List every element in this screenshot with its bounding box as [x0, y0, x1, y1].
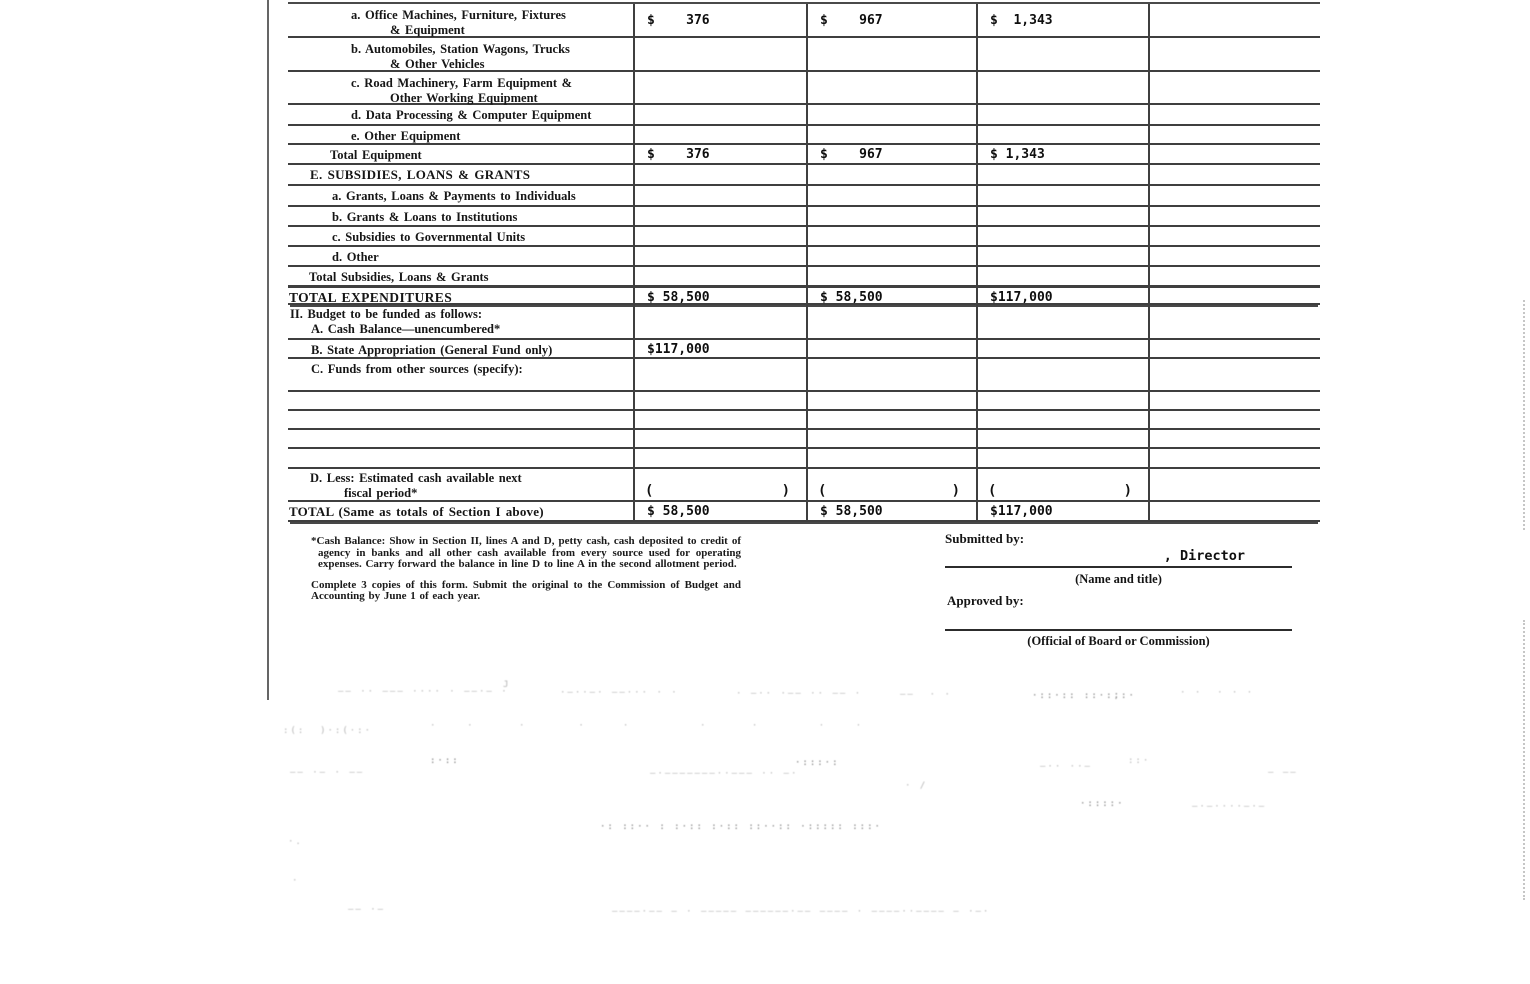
value-cell	[976, 247, 1148, 265]
bleed-mark: · /	[905, 781, 928, 791]
bleed-mark: ·: ::·· : :·:: :·:: ::··:: ·::::: :::·	[600, 822, 882, 832]
bleed-mark: ·.	[288, 837, 303, 847]
value-cell	[806, 469, 976, 500]
value-cell	[806, 449, 976, 467]
value-cell	[806, 4, 976, 36]
open-paren: (	[988, 483, 997, 499]
table-row	[288, 392, 1320, 411]
approved-signature-line	[945, 629, 1292, 631]
value-cell	[633, 72, 806, 103]
value-cell	[806, 207, 976, 225]
submitted-signature-line	[945, 566, 1292, 568]
table-row	[288, 340, 1320, 359]
row-label	[288, 430, 633, 447]
value-cell	[1148, 340, 1320, 357]
typed-amount: $ 1,343	[990, 13, 1053, 28]
value-cell	[633, 267, 806, 285]
value-cell	[633, 38, 806, 70]
value-cell	[633, 392, 806, 409]
value-cell	[1148, 227, 1320, 245]
value-cell	[806, 340, 976, 357]
row-label: c. Road Machinery, Farm Equipment & Other Working Equipment	[351, 76, 573, 105]
value-cell	[1148, 392, 1320, 409]
value-cell	[633, 227, 806, 245]
value-cell	[976, 267, 1148, 285]
value-cell	[976, 207, 1148, 225]
value-cell	[1148, 126, 1320, 143]
row-label	[288, 449, 633, 467]
value-cell	[1148, 72, 1320, 103]
value-cell	[806, 227, 976, 245]
value-cell	[1148, 247, 1320, 265]
value-cell	[1148, 305, 1320, 338]
row-label: II. Budget to be funded as follows: A. Cash Balance—unencumbered*	[290, 307, 501, 336]
table-row	[288, 126, 1320, 145]
bleed-mark: —— · ·	[900, 690, 952, 700]
value-cell	[976, 186, 1148, 205]
typed-amount: $ 1,343	[990, 147, 1045, 162]
bleed-mark: —— ·—	[348, 905, 386, 915]
value-cell	[633, 105, 806, 124]
typed-amount: $ 58,500	[647, 504, 710, 519]
typed-amount: $ 58,500	[820, 504, 883, 519]
footnotes	[311, 536, 741, 603]
value-cell	[633, 340, 806, 357]
close-paren: )	[1123, 483, 1132, 499]
value-cell	[633, 502, 806, 520]
value-cell	[806, 165, 976, 184]
table-row	[288, 247, 1320, 267]
value-cell	[633, 165, 806, 184]
value-cell	[633, 359, 806, 390]
bleed-mark: J	[503, 680, 511, 690]
value-cell	[633, 186, 806, 205]
value-cell	[806, 186, 976, 205]
value-cell	[806, 145, 976, 163]
page-edge-dots	[1523, 300, 1525, 530]
row-label: Total Equipment	[330, 148, 422, 162]
table-row	[288, 305, 1320, 340]
value-cell	[806, 247, 976, 265]
name-title-caption: (Name and title)	[1075, 572, 1162, 586]
row-label: Total Subsidies, Loans & Grants	[309, 270, 489, 284]
close-paren: )	[951, 483, 960, 499]
value-cell	[806, 72, 976, 103]
row-label: c. Subsidies to Governmental Units	[332, 230, 526, 244]
value-cell	[1148, 359, 1320, 390]
value-cell	[976, 288, 1148, 303]
value-cell	[976, 469, 1148, 500]
value-cell	[806, 126, 976, 143]
row-label: B. State Appropriation (General Fund only)	[311, 343, 553, 357]
value-cell	[633, 145, 806, 163]
table-row	[288, 287, 1320, 305]
value-cell	[976, 449, 1148, 467]
bleed-mark: —·———————··——— ·· —·	[650, 769, 799, 779]
table-row	[288, 469, 1320, 502]
table-row	[288, 411, 1320, 430]
value-cell	[633, 126, 806, 143]
value-cell	[633, 305, 806, 338]
typed-amount: $117,000	[990, 504, 1053, 519]
value-cell	[976, 126, 1148, 143]
row-label: C. Funds from other sources (specify):	[311, 362, 523, 376]
row-label: a. Office Machines, Furniture, Fixtures & Equipment	[351, 8, 566, 37]
director-typed-entry: , Director	[1163, 548, 1245, 564]
table-row	[288, 267, 1320, 287]
table-row	[288, 38, 1320, 72]
value-cell	[976, 38, 1148, 70]
page-fold-line	[267, 0, 269, 700]
value-cell	[976, 392, 1148, 409]
table-row	[288, 430, 1320, 449]
value-cell	[1148, 449, 1320, 467]
value-cell	[976, 340, 1148, 357]
table-row	[288, 207, 1320, 227]
bleed-mark: :·::	[430, 756, 460, 766]
bleed-mark: · · · · ·	[430, 721, 631, 731]
table-row	[288, 145, 1320, 165]
bleed-mark: ·::·:: ::·:;:·	[1032, 691, 1136, 701]
bleed-mark: —— ·· ——— ···· · ——·— ·	[338, 687, 509, 697]
row-label: TOTAL EXPENDITURES	[289, 290, 453, 305]
typed-amount: $117,000	[647, 342, 710, 357]
value-cell	[976, 305, 1148, 338]
value-cell	[633, 247, 806, 265]
value-cell	[806, 411, 976, 428]
typed-amount: $ 967	[820, 147, 883, 162]
table-row	[288, 72, 1320, 105]
table-row	[288, 4, 1320, 38]
value-cell	[633, 430, 806, 447]
allotment-table	[288, 2, 1320, 522]
value-cell	[806, 359, 976, 390]
approved-by-label: Approved by:	[947, 593, 1024, 608]
row-label: TOTAL (Same as totals of Section I above)	[289, 504, 544, 519]
close-paren: )	[781, 483, 790, 499]
value-cell	[976, 72, 1148, 103]
value-cell	[976, 165, 1148, 184]
value-cell	[633, 288, 806, 303]
value-cell	[976, 105, 1148, 124]
official-caption: (Official of Board or Commission)	[1027, 634, 1210, 648]
typed-amount: $ 58,500	[820, 290, 883, 305]
row-label	[288, 392, 633, 409]
value-cell	[1148, 267, 1320, 285]
typed-amount: $117,000	[990, 290, 1053, 305]
typed-amount: $ 376	[647, 13, 710, 28]
value-cell	[806, 305, 976, 338]
table-row	[288, 359, 1320, 392]
table-row	[288, 105, 1320, 126]
submitted-by-label: Submitted by:	[945, 531, 1025, 546]
typed-amount: $ 967	[820, 13, 883, 28]
bleed-mark: —·· ··—	[1040, 762, 1092, 772]
value-cell	[976, 145, 1148, 163]
bleed-mark: ·	[292, 876, 300, 886]
row-label: d. Data Processing & Computer Equipment	[351, 108, 592, 122]
value-cell	[1148, 469, 1320, 500]
value-cell	[633, 449, 806, 467]
value-cell	[1148, 411, 1320, 428]
bleed-mark: · · · ·	[700, 721, 864, 731]
value-cell	[1148, 145, 1320, 163]
value-cell	[1148, 165, 1320, 184]
value-cell	[1148, 38, 1320, 70]
copies-instruction: Complete 3 copies of this form. Submit the original to the Commission of Budget and Accounting by June 1 of each year.	[311, 578, 741, 602]
value-cell	[633, 4, 806, 36]
row-label: b. Automobiles, Station Wagons, Trucks & Other Vehicles	[351, 42, 570, 71]
table-row	[288, 227, 1320, 247]
value-cell	[1148, 4, 1320, 36]
row-label: d. Other	[332, 250, 379, 264]
typed-amount: $ 58,500	[647, 290, 710, 305]
value-cell	[976, 227, 1148, 245]
value-cell	[806, 392, 976, 409]
table-row	[288, 502, 1320, 522]
value-cell	[806, 502, 976, 520]
bleed-mark: ·:::·:	[795, 758, 840, 768]
page-edge-dots	[1523, 620, 1525, 900]
typed-amount: $ 376	[647, 147, 710, 162]
row-label: b. Grants & Loans to Institutions	[332, 210, 518, 224]
value-cell	[806, 267, 976, 285]
value-cell	[976, 411, 1148, 428]
bleed-mark: ::·	[1128, 756, 1151, 766]
row-label: E. SUBSIDIES, LOANS & GRANTS	[310, 167, 531, 182]
value-cell	[1148, 288, 1320, 303]
table-row	[288, 165, 1320, 186]
value-cell	[1148, 430, 1320, 447]
value-cell	[806, 430, 976, 447]
value-cell	[1148, 207, 1320, 225]
value-cell	[633, 207, 806, 225]
bleed-mark: ·—··—· ——··· · ·	[560, 688, 679, 698]
value-cell	[633, 411, 806, 428]
bleed-mark: · —·· ·—— ·· —— ·	[736, 689, 863, 699]
table-row	[288, 186, 1320, 207]
value-cell	[1148, 502, 1320, 520]
value-cell	[633, 469, 806, 500]
value-cell	[976, 4, 1148, 36]
row-label: a. Grants, Loans & Payments to Individuals	[332, 189, 576, 203]
value-cell	[806, 288, 976, 303]
open-paren: (	[818, 483, 827, 499]
cash-balance-footnote: *Cash Balance: Show in Section II, lines A and D, petty cash, cash deposited to credit of agency in banks and all other cash available from every source used for operating expenses. Carry forward the balance in line D to line A in the second allotment period.	[311, 535, 741, 570]
bleed-mark: ·::::·	[1080, 799, 1125, 809]
row-label	[288, 411, 633, 428]
row-label: D. Less: Estimated cash available next fiscal period*	[310, 471, 522, 500]
value-cell	[1148, 186, 1320, 205]
bleed-mark: ————·—— — · ————— ——————·—— ———— · ————··———— — ·—·	[612, 907, 991, 917]
value-cell	[806, 38, 976, 70]
bleed-mark: — ——	[1268, 768, 1298, 778]
value-cell	[976, 359, 1148, 390]
value-cell	[976, 502, 1148, 520]
open-paren: (	[645, 483, 654, 499]
bleed-mark: :(: )·:(·:·	[283, 726, 373, 736]
value-cell	[976, 430, 1148, 447]
bleed-mark: —— ·— · ——	[290, 768, 365, 778]
bleed-mark: —·—····—·—	[1192, 802, 1267, 812]
table-row	[288, 449, 1320, 469]
bleed-mark: · · · · ·	[1180, 688, 1255, 698]
value-cell	[1148, 105, 1320, 124]
value-cell	[806, 105, 976, 124]
row-label: e. Other Equipment	[351, 129, 461, 143]
